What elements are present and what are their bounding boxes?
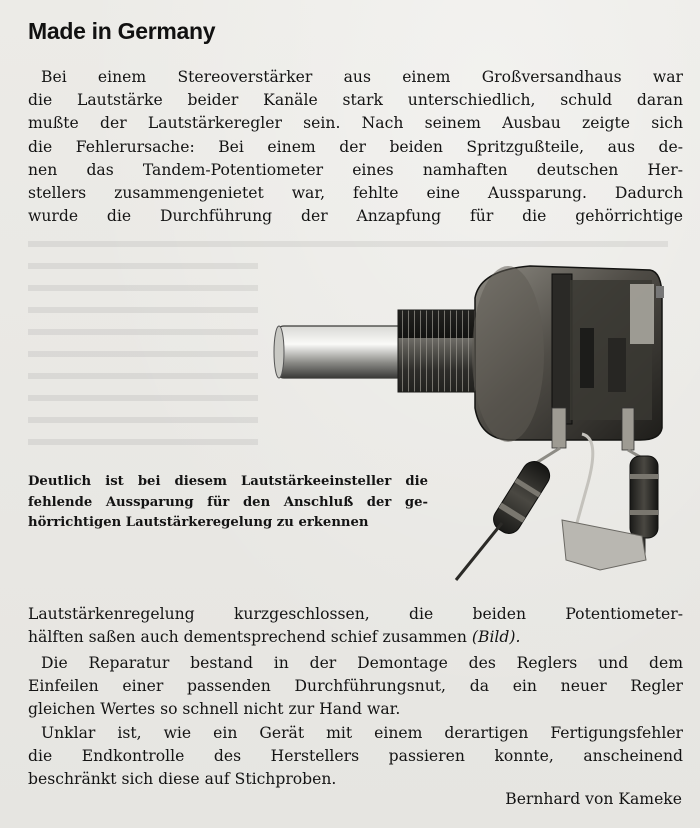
article-title: Made in Germany (28, 18, 216, 44)
paragraph-repair (28, 652, 683, 722)
text-line: Bei einem Stereoverstärker aus einem Großversandhaus war (41, 68, 683, 86)
text-line: Unklar ist, wie ein Gerät mit einem derartigen Fertigungsfehler (41, 724, 683, 742)
text-line (28, 626, 683, 649)
text-line: nen das Tandem-Potentiometer eines namhaften deutschen Her- (28, 160, 683, 179)
photo-caption (28, 472, 428, 534)
potentiometer-photo (270, 258, 690, 588)
text-line: beschränkt sich diese auf Stichproben. (28, 770, 337, 789)
text-line: gleichen Wertes so schnell nicht zur Hand war. (28, 700, 401, 719)
text-line: die Endkontrolle des Herstellers passieren konnte, anscheinend (28, 747, 683, 766)
paragraph-conclusion (28, 722, 683, 792)
text-line: Einfeilen einer passenden Durchführungsnut, da ein neuer Regler (28, 677, 683, 696)
text-line: Lautstärkenregelung kurzgeschlossen, die beiden Potentiometer- (28, 605, 683, 623)
text-fragment: hälften saßen auch dementsprechend schief zusammen (28, 628, 467, 647)
text-line: die Lautstärke beider Kanäle stark unterschiedlich, schuld daran (28, 91, 683, 110)
text-line: die Fehlerursache: Bei einem der beiden Spritzgußteile, aus de- (28, 137, 683, 156)
caption-line: fehlende Aussparung für den Anschluß der ge- (28, 494, 428, 510)
text-line: Die Reparatur bestand in der Demontage des Reglers und dem (41, 654, 683, 672)
paragraph-intro (28, 66, 683, 228)
text-line: wurde die Durchführung der Anzapfung für die gehörrichtige (28, 207, 683, 226)
caption-line: hörrichtigen Lautstärkeregelung zu erkennen (28, 515, 369, 530)
caption-line: Deutlich ist bei diesem Lautstärkeeinsteller die (28, 474, 428, 489)
text-line: mußte der Lautstärkeregler sein. Nach seinem Ausbau zeigte sich (28, 114, 683, 133)
figure-reference: (Bild). (471, 628, 521, 647)
paragraph-continuation (28, 603, 683, 649)
author-name: Bernhard von Kameke (505, 790, 682, 808)
text-line: stellers zusammengenietet war, fehlte eine Aussparung. Dadurch (28, 183, 683, 202)
